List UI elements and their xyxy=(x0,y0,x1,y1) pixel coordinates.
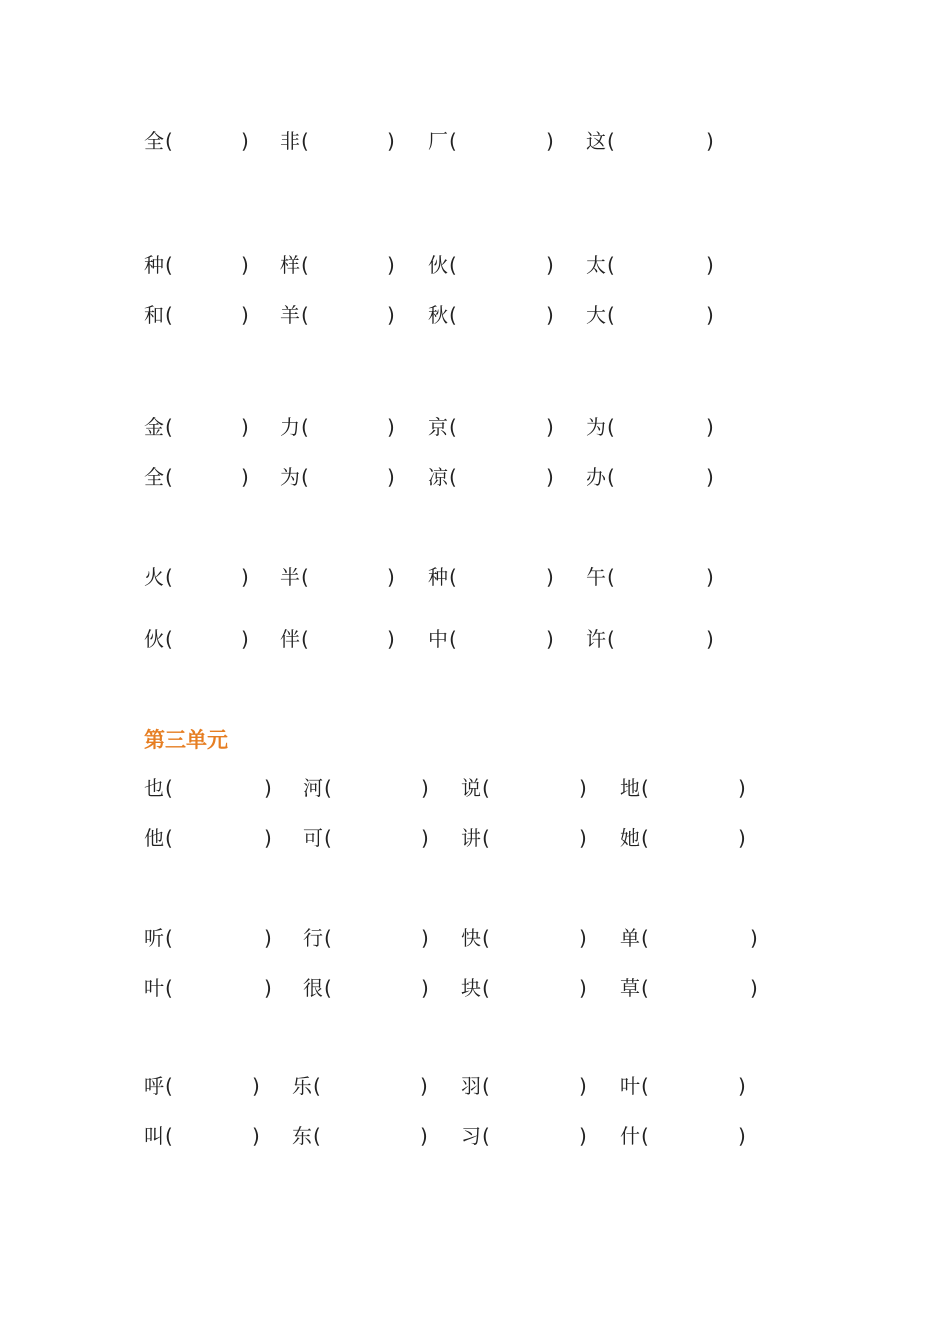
open-paren: ( xyxy=(165,1074,173,1098)
character-label: 厂 xyxy=(428,129,448,153)
close-paren: ) xyxy=(241,565,249,589)
character-label: 听 xyxy=(144,926,164,950)
close-paren: ) xyxy=(706,465,714,489)
word-row xyxy=(0,624,950,654)
character-label: 很 xyxy=(303,976,323,1000)
answer-blank[interactable] xyxy=(458,414,542,440)
answer-blank[interactable] xyxy=(650,925,746,951)
open-paren: ( xyxy=(165,1124,173,1148)
answer-blank[interactable] xyxy=(174,925,260,951)
character-label: 火 xyxy=(144,565,164,589)
answer-blank[interactable] xyxy=(174,564,237,590)
answer-blank[interactable] xyxy=(616,302,702,328)
answer-blank[interactable] xyxy=(458,464,542,490)
answer-blank[interactable] xyxy=(322,1073,416,1099)
close-paren: ) xyxy=(738,1074,746,1098)
answer-blank[interactable] xyxy=(458,626,542,652)
close-paren: ) xyxy=(241,129,249,153)
close-paren: ) xyxy=(264,776,272,800)
answer-blank[interactable] xyxy=(174,302,237,328)
answer-blank[interactable] xyxy=(458,252,542,278)
open-paren: ( xyxy=(165,415,173,439)
close-paren: ) xyxy=(387,253,395,277)
close-paren: ) xyxy=(750,976,758,1000)
open-paren: ( xyxy=(165,465,173,489)
close-paren: ) xyxy=(546,627,554,651)
word-row xyxy=(0,462,950,492)
open-paren: ( xyxy=(165,565,173,589)
answer-blank[interactable] xyxy=(310,128,383,154)
answer-blank[interactable] xyxy=(174,128,237,154)
answer-blank[interactable] xyxy=(174,464,237,490)
open-paren: ( xyxy=(301,129,309,153)
close-paren: ) xyxy=(706,129,714,153)
character-label: 她 xyxy=(620,826,640,850)
close-paren: ) xyxy=(706,253,714,277)
character-label: 许 xyxy=(586,627,606,651)
character-label: 凉 xyxy=(428,465,448,489)
close-paren: ) xyxy=(738,1124,746,1148)
open-paren: ( xyxy=(641,1124,649,1148)
character-label: 半 xyxy=(280,565,300,589)
open-paren: ( xyxy=(301,627,309,651)
open-paren: ( xyxy=(641,826,649,850)
open-paren: ( xyxy=(482,826,490,850)
word-row xyxy=(0,562,950,592)
close-paren: ) xyxy=(421,926,429,950)
open-paren: ( xyxy=(324,776,332,800)
open-paren: ( xyxy=(313,1074,321,1098)
character-label: 也 xyxy=(144,776,164,800)
open-paren: ( xyxy=(313,1124,321,1148)
open-paren: ( xyxy=(165,826,173,850)
character-label: 全 xyxy=(144,129,164,153)
answer-blank[interactable] xyxy=(616,128,702,154)
character-label: 中 xyxy=(428,627,448,651)
character-label: 羊 xyxy=(280,303,300,327)
open-paren: ( xyxy=(165,303,173,327)
answer-blank[interactable] xyxy=(174,1073,248,1099)
character-label: 讲 xyxy=(461,826,481,850)
open-paren: ( xyxy=(607,303,615,327)
character-label: 呼 xyxy=(144,1074,164,1098)
character-label: 叫 xyxy=(144,1124,164,1148)
character-label: 什 xyxy=(620,1124,640,1148)
answer-blank[interactable] xyxy=(174,414,237,440)
open-paren: ( xyxy=(607,465,615,489)
open-paren: ( xyxy=(482,976,490,1000)
character-label: 羽 xyxy=(461,1074,481,1098)
character-label: 金 xyxy=(144,415,164,439)
close-paren: ) xyxy=(421,976,429,1000)
character-label: 种 xyxy=(144,253,164,277)
character-label: 习 xyxy=(461,1124,481,1148)
answer-blank[interactable] xyxy=(491,925,575,951)
open-paren: ( xyxy=(301,253,309,277)
open-paren: ( xyxy=(301,565,309,589)
open-paren: ( xyxy=(324,976,332,1000)
word-row xyxy=(0,126,950,156)
close-paren: ) xyxy=(706,627,714,651)
character-label: 秋 xyxy=(428,303,448,327)
close-paren: ) xyxy=(706,565,714,589)
character-label: 东 xyxy=(292,1124,312,1148)
close-paren: ) xyxy=(387,465,395,489)
open-paren: ( xyxy=(607,415,615,439)
character-label: 种 xyxy=(428,565,448,589)
open-paren: ( xyxy=(301,465,309,489)
answer-blank[interactable] xyxy=(174,1123,248,1149)
character-label: 太 xyxy=(586,253,606,277)
character-label: 为 xyxy=(280,465,300,489)
open-paren: ( xyxy=(607,627,615,651)
close-paren: ) xyxy=(546,303,554,327)
open-paren: ( xyxy=(165,129,173,153)
answer-blank[interactable] xyxy=(491,825,575,851)
character-label: 京 xyxy=(428,415,448,439)
word-row xyxy=(0,1071,950,1101)
open-paren: ( xyxy=(449,129,457,153)
close-paren: ) xyxy=(387,565,395,589)
open-paren: ( xyxy=(482,1074,490,1098)
answer-blank[interactable] xyxy=(310,564,383,590)
close-paren: ) xyxy=(241,627,249,651)
character-label: 叶 xyxy=(620,1074,640,1098)
character-label: 这 xyxy=(586,129,606,153)
character-label: 可 xyxy=(303,826,323,850)
answer-blank[interactable] xyxy=(310,302,383,328)
answer-blank[interactable] xyxy=(616,252,702,278)
close-paren: ) xyxy=(387,129,395,153)
character-label: 草 xyxy=(620,976,640,1000)
open-paren: ( xyxy=(165,776,173,800)
open-paren: ( xyxy=(449,627,457,651)
character-label: 午 xyxy=(586,565,606,589)
open-paren: ( xyxy=(449,465,457,489)
word-row xyxy=(0,250,950,280)
character-label: 伙 xyxy=(144,627,164,651)
open-paren: ( xyxy=(324,926,332,950)
open-paren: ( xyxy=(165,253,173,277)
character-label: 河 xyxy=(303,776,323,800)
character-label: 地 xyxy=(620,776,640,800)
answer-blank[interactable] xyxy=(491,975,575,1001)
close-paren: ) xyxy=(387,415,395,439)
close-paren: ) xyxy=(546,415,554,439)
answer-blank[interactable] xyxy=(491,1073,575,1099)
answer-blank[interactable] xyxy=(174,775,260,801)
answer-blank[interactable] xyxy=(491,1123,575,1149)
close-paren: ) xyxy=(579,1074,587,1098)
close-paren: ) xyxy=(706,415,714,439)
answer-blank[interactable] xyxy=(616,626,702,652)
word-row xyxy=(0,923,950,953)
character-label: 办 xyxy=(586,465,606,489)
character-label: 为 xyxy=(586,415,606,439)
answer-blank[interactable] xyxy=(174,626,237,652)
answer-blank[interactable] xyxy=(650,825,734,851)
word-row xyxy=(0,773,950,803)
close-paren: ) xyxy=(738,826,746,850)
close-paren: ) xyxy=(387,303,395,327)
character-label: 他 xyxy=(144,826,164,850)
answer-blank[interactable] xyxy=(174,825,260,851)
close-paren: ) xyxy=(421,776,429,800)
answer-blank[interactable] xyxy=(491,775,575,801)
close-paren: ) xyxy=(241,303,249,327)
character-label: 说 xyxy=(461,776,481,800)
close-paren: ) xyxy=(264,976,272,1000)
close-paren: ) xyxy=(706,303,714,327)
close-paren: ) xyxy=(579,976,587,1000)
close-paren: ) xyxy=(579,826,587,850)
close-paren: ) xyxy=(241,465,249,489)
answer-blank[interactable] xyxy=(310,464,383,490)
close-paren: ) xyxy=(579,926,587,950)
open-paren: ( xyxy=(607,565,615,589)
unit-heading: 第三单元 xyxy=(144,728,228,752)
close-paren: ) xyxy=(264,826,272,850)
character-label: 全 xyxy=(144,465,164,489)
character-label: 力 xyxy=(280,415,300,439)
close-paren: ) xyxy=(421,826,429,850)
answer-blank[interactable] xyxy=(333,775,417,801)
answer-blank[interactable] xyxy=(174,975,260,1001)
open-paren: ( xyxy=(165,976,173,1000)
open-paren: ( xyxy=(641,1074,649,1098)
answer-blank[interactable] xyxy=(310,252,383,278)
answer-blank[interactable] xyxy=(322,1123,416,1149)
answer-blank[interactable] xyxy=(333,825,417,851)
close-paren: ) xyxy=(546,129,554,153)
answer-blank[interactable] xyxy=(616,414,702,440)
word-row xyxy=(0,300,950,330)
answer-blank[interactable] xyxy=(310,414,383,440)
answer-blank[interactable] xyxy=(333,925,417,951)
answer-blank[interactable] xyxy=(616,464,702,490)
close-paren: ) xyxy=(241,415,249,439)
open-paren: ( xyxy=(607,253,615,277)
close-paren: ) xyxy=(252,1074,260,1098)
close-paren: ) xyxy=(420,1124,428,1148)
answer-blank[interactable] xyxy=(333,975,417,1001)
open-paren: ( xyxy=(301,415,309,439)
close-paren: ) xyxy=(579,776,587,800)
open-paren: ( xyxy=(449,565,457,589)
open-paren: ( xyxy=(301,303,309,327)
answer-blank[interactable] xyxy=(650,775,734,801)
open-paren: ( xyxy=(482,776,490,800)
answer-blank[interactable] xyxy=(458,302,542,328)
close-paren: ) xyxy=(546,565,554,589)
answer-blank[interactable] xyxy=(650,1073,734,1099)
answer-blank[interactable] xyxy=(458,128,542,154)
character-label: 叶 xyxy=(144,976,164,1000)
close-paren: ) xyxy=(420,1074,428,1098)
character-label: 行 xyxy=(303,926,323,950)
close-paren: ) xyxy=(387,627,395,651)
character-label: 快 xyxy=(461,926,481,950)
character-label: 乐 xyxy=(292,1074,312,1098)
open-paren: ( xyxy=(449,415,457,439)
close-paren: ) xyxy=(252,1124,260,1148)
close-paren: ) xyxy=(241,253,249,277)
character-label: 和 xyxy=(144,303,164,327)
answer-blank[interactable] xyxy=(310,626,383,652)
word-row xyxy=(0,823,950,853)
character-label: 块 xyxy=(461,976,481,1000)
open-paren: ( xyxy=(482,926,490,950)
word-row xyxy=(0,973,950,1003)
open-paren: ( xyxy=(165,627,173,651)
answer-blank[interactable] xyxy=(650,1123,734,1149)
character-label: 单 xyxy=(620,926,640,950)
open-paren: ( xyxy=(641,776,649,800)
word-row xyxy=(0,412,950,442)
answer-blank[interactable] xyxy=(458,564,542,590)
character-label: 样 xyxy=(280,253,300,277)
open-paren: ( xyxy=(324,826,332,850)
word-row xyxy=(0,1121,950,1151)
answer-blank[interactable] xyxy=(650,975,746,1001)
open-paren: ( xyxy=(482,1124,490,1148)
answer-blank[interactable] xyxy=(174,252,237,278)
character-label: 非 xyxy=(280,129,300,153)
answer-blank[interactable] xyxy=(616,564,702,590)
open-paren: ( xyxy=(641,926,649,950)
character-label: 大 xyxy=(586,303,606,327)
open-paren: ( xyxy=(449,253,457,277)
open-paren: ( xyxy=(449,303,457,327)
character-label: 伴 xyxy=(280,627,300,651)
close-paren: ) xyxy=(579,1124,587,1148)
close-paren: ) xyxy=(738,776,746,800)
close-paren: ) xyxy=(546,253,554,277)
open-paren: ( xyxy=(165,926,173,950)
character-label: 伙 xyxy=(428,253,448,277)
open-paren: ( xyxy=(607,129,615,153)
close-paren: ) xyxy=(546,465,554,489)
close-paren: ) xyxy=(750,926,758,950)
open-paren: ( xyxy=(641,976,649,1000)
close-paren: ) xyxy=(264,926,272,950)
